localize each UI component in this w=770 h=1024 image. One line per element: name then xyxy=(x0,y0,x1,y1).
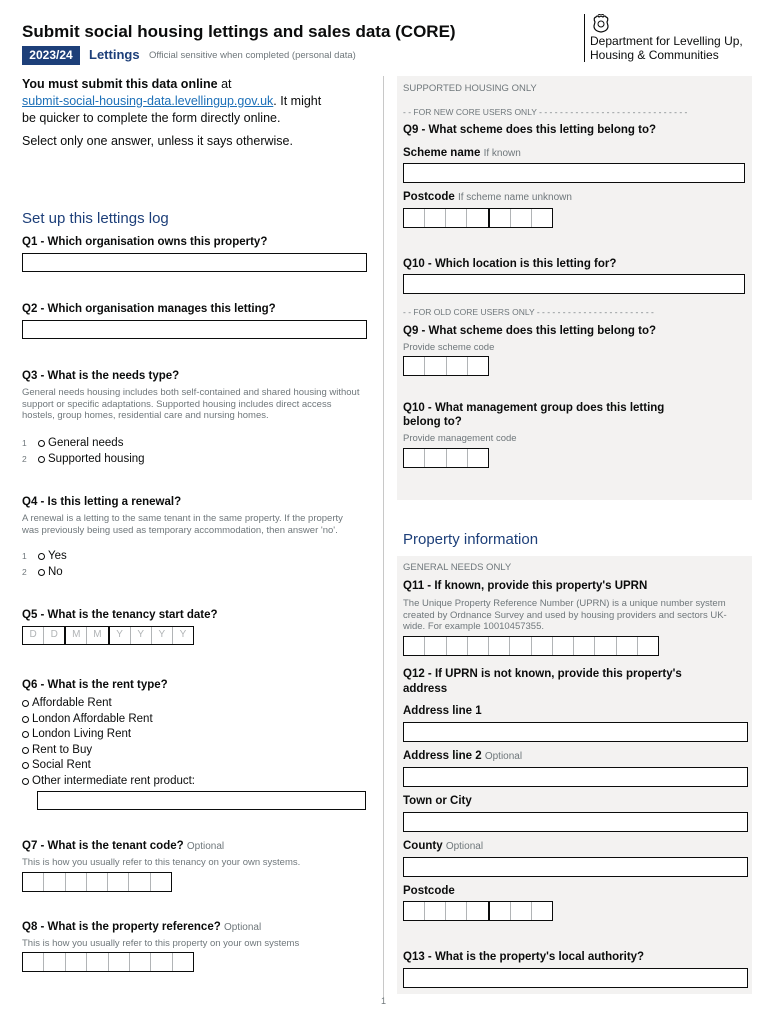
date-cell: Y xyxy=(131,627,152,644)
property-heading: Property information xyxy=(403,531,539,548)
scheme-name-text: Scheme name xyxy=(403,147,481,159)
q4-label: Q4 - Is this letting a renewal? xyxy=(22,496,182,508)
form-type-label: Lettings xyxy=(89,47,140,62)
option-label: Supported housing xyxy=(48,453,145,465)
scheme-name-label xyxy=(403,147,521,159)
q10-old-hint: Provide management code xyxy=(403,433,517,444)
q11-label: Q11 - If known, provide this property's UPRN xyxy=(403,580,648,592)
must-submit-at: at xyxy=(217,77,232,91)
sensitivity-notice: Official sensitive when completed (personal data) xyxy=(149,50,356,61)
option-number: 1 xyxy=(22,551,27,561)
date-cell: D xyxy=(23,627,44,644)
submit-data-link[interactable]: submit-social-housing-data.levellingup.gov.uk xyxy=(22,94,274,108)
q2-managing-org-input[interactable] xyxy=(22,320,367,339)
scheme-postcode-label xyxy=(403,191,572,203)
option-label: Yes xyxy=(48,550,67,562)
address1-input[interactable] xyxy=(403,722,748,742)
county-text: County xyxy=(403,840,443,852)
q11-hint: The Unique Property Reference Number (UPRN) is a unique number system created by Ordnance Survey and used by housing providers and sectors UK-wide. For example 10010457355. xyxy=(403,598,727,632)
must-submit-text: You must submit this data online xyxy=(22,77,218,91)
q10-old-label-line2: belong to? xyxy=(403,416,462,428)
address2-label xyxy=(403,750,522,762)
county-optional: Optional xyxy=(445,841,484,852)
q6-option[interactable] xyxy=(22,728,131,740)
q7-optional: Optional xyxy=(186,841,225,852)
option-label: Affordable Rent xyxy=(32,697,112,709)
scheme-postcode-input[interactable] xyxy=(403,208,553,228)
q9-new-label: Q9 - What scheme does this letting belong to? xyxy=(403,124,657,136)
address2-text: Address line 2 xyxy=(403,750,482,762)
option-number: 1 xyxy=(22,438,27,448)
property-postcode-input[interactable] xyxy=(403,901,553,921)
q4-option-yes[interactable] xyxy=(22,550,67,562)
q11-uprn-input[interactable] xyxy=(403,636,659,656)
quicker-text-line2: be quicker to complete the form directly online. xyxy=(22,111,281,125)
q7-text: Q7 - What is the tenant code? xyxy=(22,840,184,852)
county-label xyxy=(403,840,483,852)
date-cell: M xyxy=(66,627,87,644)
q7-hint: This is how you usually refer to this tenancy on your own systems. xyxy=(22,857,301,868)
q2-label: Q2 - Which organisation manages this letting? xyxy=(22,303,276,315)
q1-owning-org-input[interactable] xyxy=(22,253,367,272)
q8-property-ref-input[interactable] xyxy=(22,952,194,972)
radio-icon[interactable] xyxy=(22,747,29,754)
scheme-name-input[interactable] xyxy=(403,163,745,183)
date-cell: Y xyxy=(110,627,131,644)
town-label: Town or City xyxy=(403,795,472,807)
date-cell: M xyxy=(87,627,109,644)
q7-tenant-code-input[interactable] xyxy=(22,872,172,892)
q13-label: Q13 - What is the property's local authority? xyxy=(403,951,645,963)
radio-icon[interactable] xyxy=(22,700,29,707)
q6-option[interactable] xyxy=(22,744,92,756)
town-input[interactable] xyxy=(403,812,748,832)
date-cell: Y xyxy=(152,627,173,644)
q6-option[interactable] xyxy=(22,713,153,725)
supported-only-label: SUPPORTED HOUSING ONLY xyxy=(403,83,537,94)
q6-option[interactable] xyxy=(22,775,195,787)
q6-other-rent-input[interactable] xyxy=(37,791,366,810)
q12-label-line1: Q12 - If UPRN is not known, provide this property's xyxy=(403,668,682,680)
general-only-label: GENERAL NEEDS ONLY xyxy=(403,562,512,573)
quicker-text: . It might xyxy=(273,94,322,108)
q5-label: Q5 - What is the tenancy start date? xyxy=(22,609,218,621)
department-name-line1: Department for Levelling Up, xyxy=(590,34,743,48)
royal-crest-icon xyxy=(589,14,613,34)
q7-label xyxy=(22,840,224,852)
q8-optional: Optional xyxy=(223,922,262,933)
year-badge: 2023/24 xyxy=(22,46,80,65)
property-postcode-label: Postcode xyxy=(403,885,455,897)
postcode-hint: If scheme name unknown xyxy=(457,192,572,203)
q8-label xyxy=(22,921,261,933)
department-logo-rule xyxy=(584,14,585,62)
radio-icon[interactable] xyxy=(22,716,29,723)
q3-option-general-needs[interactable] xyxy=(22,437,123,449)
q3-hint: General needs housing includes both self-contained and shared housing without support or specific adaptations. Supported housing includes direct access hostels, group homes, residential care and nursing homes. xyxy=(22,387,360,421)
scheme-name-hint: If known xyxy=(483,148,521,159)
q12-label-line2: address xyxy=(403,683,448,695)
county-input[interactable] xyxy=(403,857,748,877)
radio-icon[interactable] xyxy=(22,778,29,785)
column-divider xyxy=(383,76,384,998)
q8-text: Q8 - What is the property reference? xyxy=(22,921,221,933)
option-label: Social Rent xyxy=(32,759,91,771)
setup-heading: Set up this lettings log xyxy=(22,210,169,227)
option-label: London Living Rent xyxy=(32,728,132,740)
date-cell: Y xyxy=(179,629,187,640)
page-number: 1 xyxy=(381,996,387,1006)
q10-location-input[interactable] xyxy=(403,274,745,294)
option-label: Rent to Buy xyxy=(32,744,93,756)
radio-icon[interactable] xyxy=(38,440,45,447)
address2-input[interactable] xyxy=(403,767,748,787)
postcode-text: Postcode xyxy=(403,191,455,203)
address1-label: Address line 1 xyxy=(403,705,482,717)
option-number: 2 xyxy=(22,567,27,577)
page-title: Submit social housing lettings and sales data (CORE) xyxy=(22,22,456,41)
option-label: London Affordable Rent xyxy=(32,713,153,725)
option-label: General needs xyxy=(48,437,124,449)
q10-new-label: Q10 - Which location is this letting for? xyxy=(403,258,617,270)
q1-label: Q1 - Which organisation owns this property? xyxy=(22,236,268,248)
q3-option-supported-housing[interactable] xyxy=(22,453,145,465)
q13-local-authority-input[interactable] xyxy=(403,968,748,988)
q4-option-no[interactable] xyxy=(22,566,63,578)
option-label: No xyxy=(48,566,63,578)
old-users-divider: - - FOR OLD CORE USERS ONLY - - - - - - - - - - - - - - - - - - - - - - - xyxy=(403,307,654,317)
q9-old-hint: Provide scheme code xyxy=(403,342,495,353)
address2-optional: Optional xyxy=(484,751,523,762)
option-label: Other intermediate rent product: xyxy=(32,775,195,787)
radio-icon[interactable] xyxy=(22,762,29,769)
q9-old-label: Q9 - What scheme does this letting belong to? xyxy=(403,325,657,337)
intro-text xyxy=(22,76,372,127)
management-code-input[interactable] xyxy=(403,448,489,468)
q4-hint: A renewal is a letting to the same tenant in the same property. If the property was previously being used as temporary accommodation, then answer 'no'. xyxy=(22,513,343,536)
department-name-line2: Housing & Communities xyxy=(590,48,719,62)
q8-hint: This is how you usually refer to this property on your own systems xyxy=(22,938,300,949)
radio-icon[interactable] xyxy=(38,569,45,576)
radio-icon[interactable] xyxy=(22,731,29,738)
q6-option[interactable] xyxy=(22,697,112,709)
new-users-divider: - - FOR NEW CORE USERS ONLY - - - - - - - - - - - - - - - - - - - - - - - - - - - - - xyxy=(403,107,688,117)
radio-icon[interactable] xyxy=(38,553,45,560)
date-cell: D xyxy=(44,627,66,644)
select-one-instruction: Select only one answer, unless it says otherwise. xyxy=(22,134,293,148)
q5-start-date-input[interactable] xyxy=(22,626,194,645)
option-number: 2 xyxy=(22,454,27,464)
q6-label: Q6 - What is the rent type? xyxy=(22,679,168,691)
q10-old-label-line1: Q10 - What management group does this letting xyxy=(403,402,665,414)
q3-label: Q3 - What is the needs type? xyxy=(22,370,180,382)
q6-option[interactable] xyxy=(22,759,91,771)
radio-icon[interactable] xyxy=(38,456,45,463)
scheme-code-input[interactable] xyxy=(403,356,489,376)
